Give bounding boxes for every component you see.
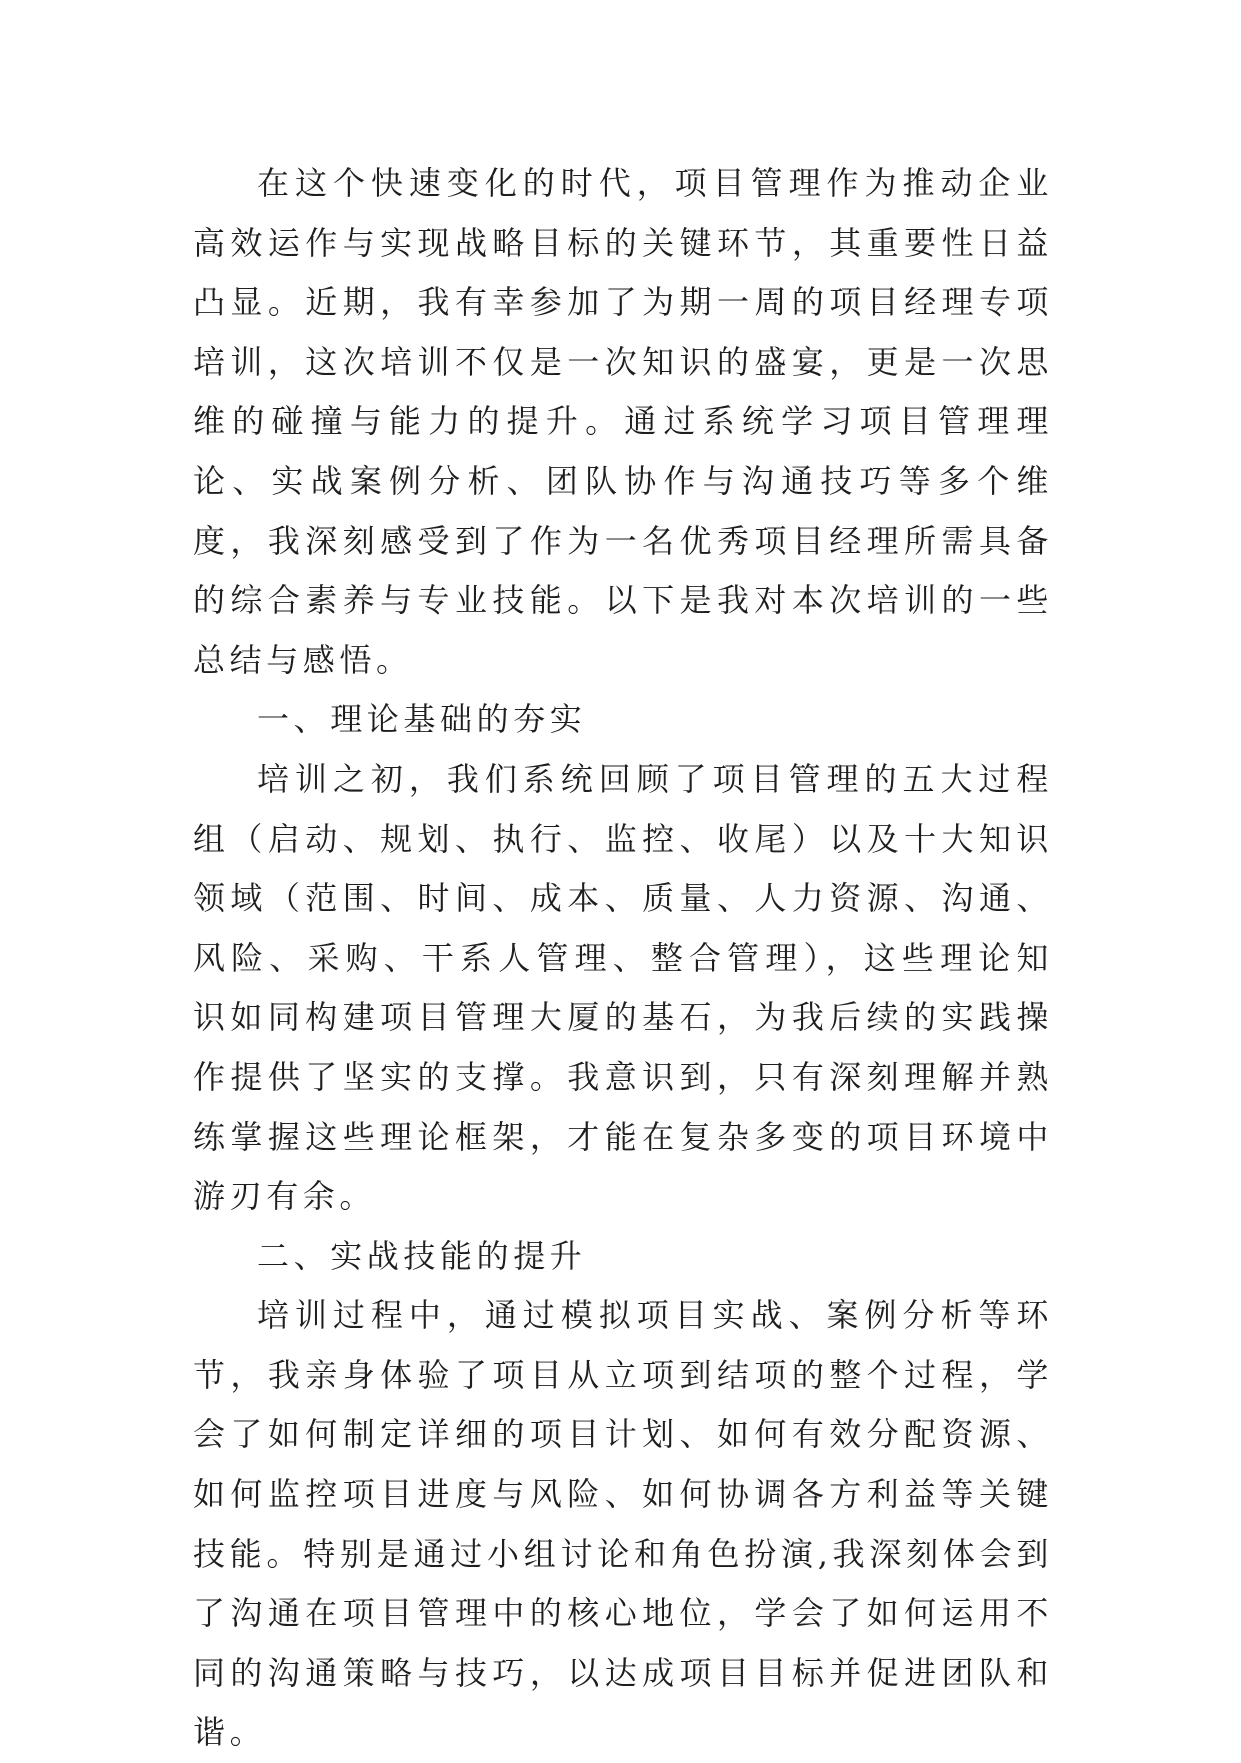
section-heading-practice: 二、实战技能的提升 bbox=[257, 1236, 587, 1275]
document-body bbox=[193, 154, 1053, 1763]
section-theory-paragraph: 培训之初，我们系统回顾了项目管理的五大过程组（启动、规划、执行、监控、收尾）以及十大知识领域（范围、时间、成本、质量、人力资源、沟通、风险、采购、干系人管理、整合管理），这些理论知识如同构建项目管理大厦的基石，为我后续的实践操作提供了坚实的支撑。我意识到，只有深刻理解并熟练掌握这些理论框架，才能在复杂多变的项目环境中游刃有余。 bbox=[193, 759, 1053, 1216]
section-practice-paragraph: 培训过程中，通过模拟项目实战、案例分析等环节，我亲身体验了项目从立项到结项的整个过程，学会了如何制定详细的项目计划、如何有效分配资源、如何监控项目进度与风险、如何协调各方利益等关键技能。特别是通过小组讨论和角色扮演,我深刻体会到了沟通在项目管理中的核心地位，学会了如何运用不同的沟通策略与技巧，以达成项目目标并促进团队和谐。 bbox=[193, 1296, 1053, 1752]
intro-paragraph: 在这个快速变化的时代，项目管理作为推动企业高效运作与实现战略目标的关键环节，其重要性日益凸显。近期，我有幸参加了为期一周的项目经理专项培训，这次培训不仅是一次知识的盛宴，更是一次思维的碰撞与能力的提升。通过系统学习项目管理理论、实战案例分析、团队协作与沟通技巧等多个维度，我深刻感受到了作为一名优秀项目经理所需具备的综合素养与专业技能。以下是我对本次培训的一些总结与感悟。 bbox=[193, 164, 1053, 679]
section-heading-theory: 一、理论基础的夯实 bbox=[257, 700, 587, 739]
